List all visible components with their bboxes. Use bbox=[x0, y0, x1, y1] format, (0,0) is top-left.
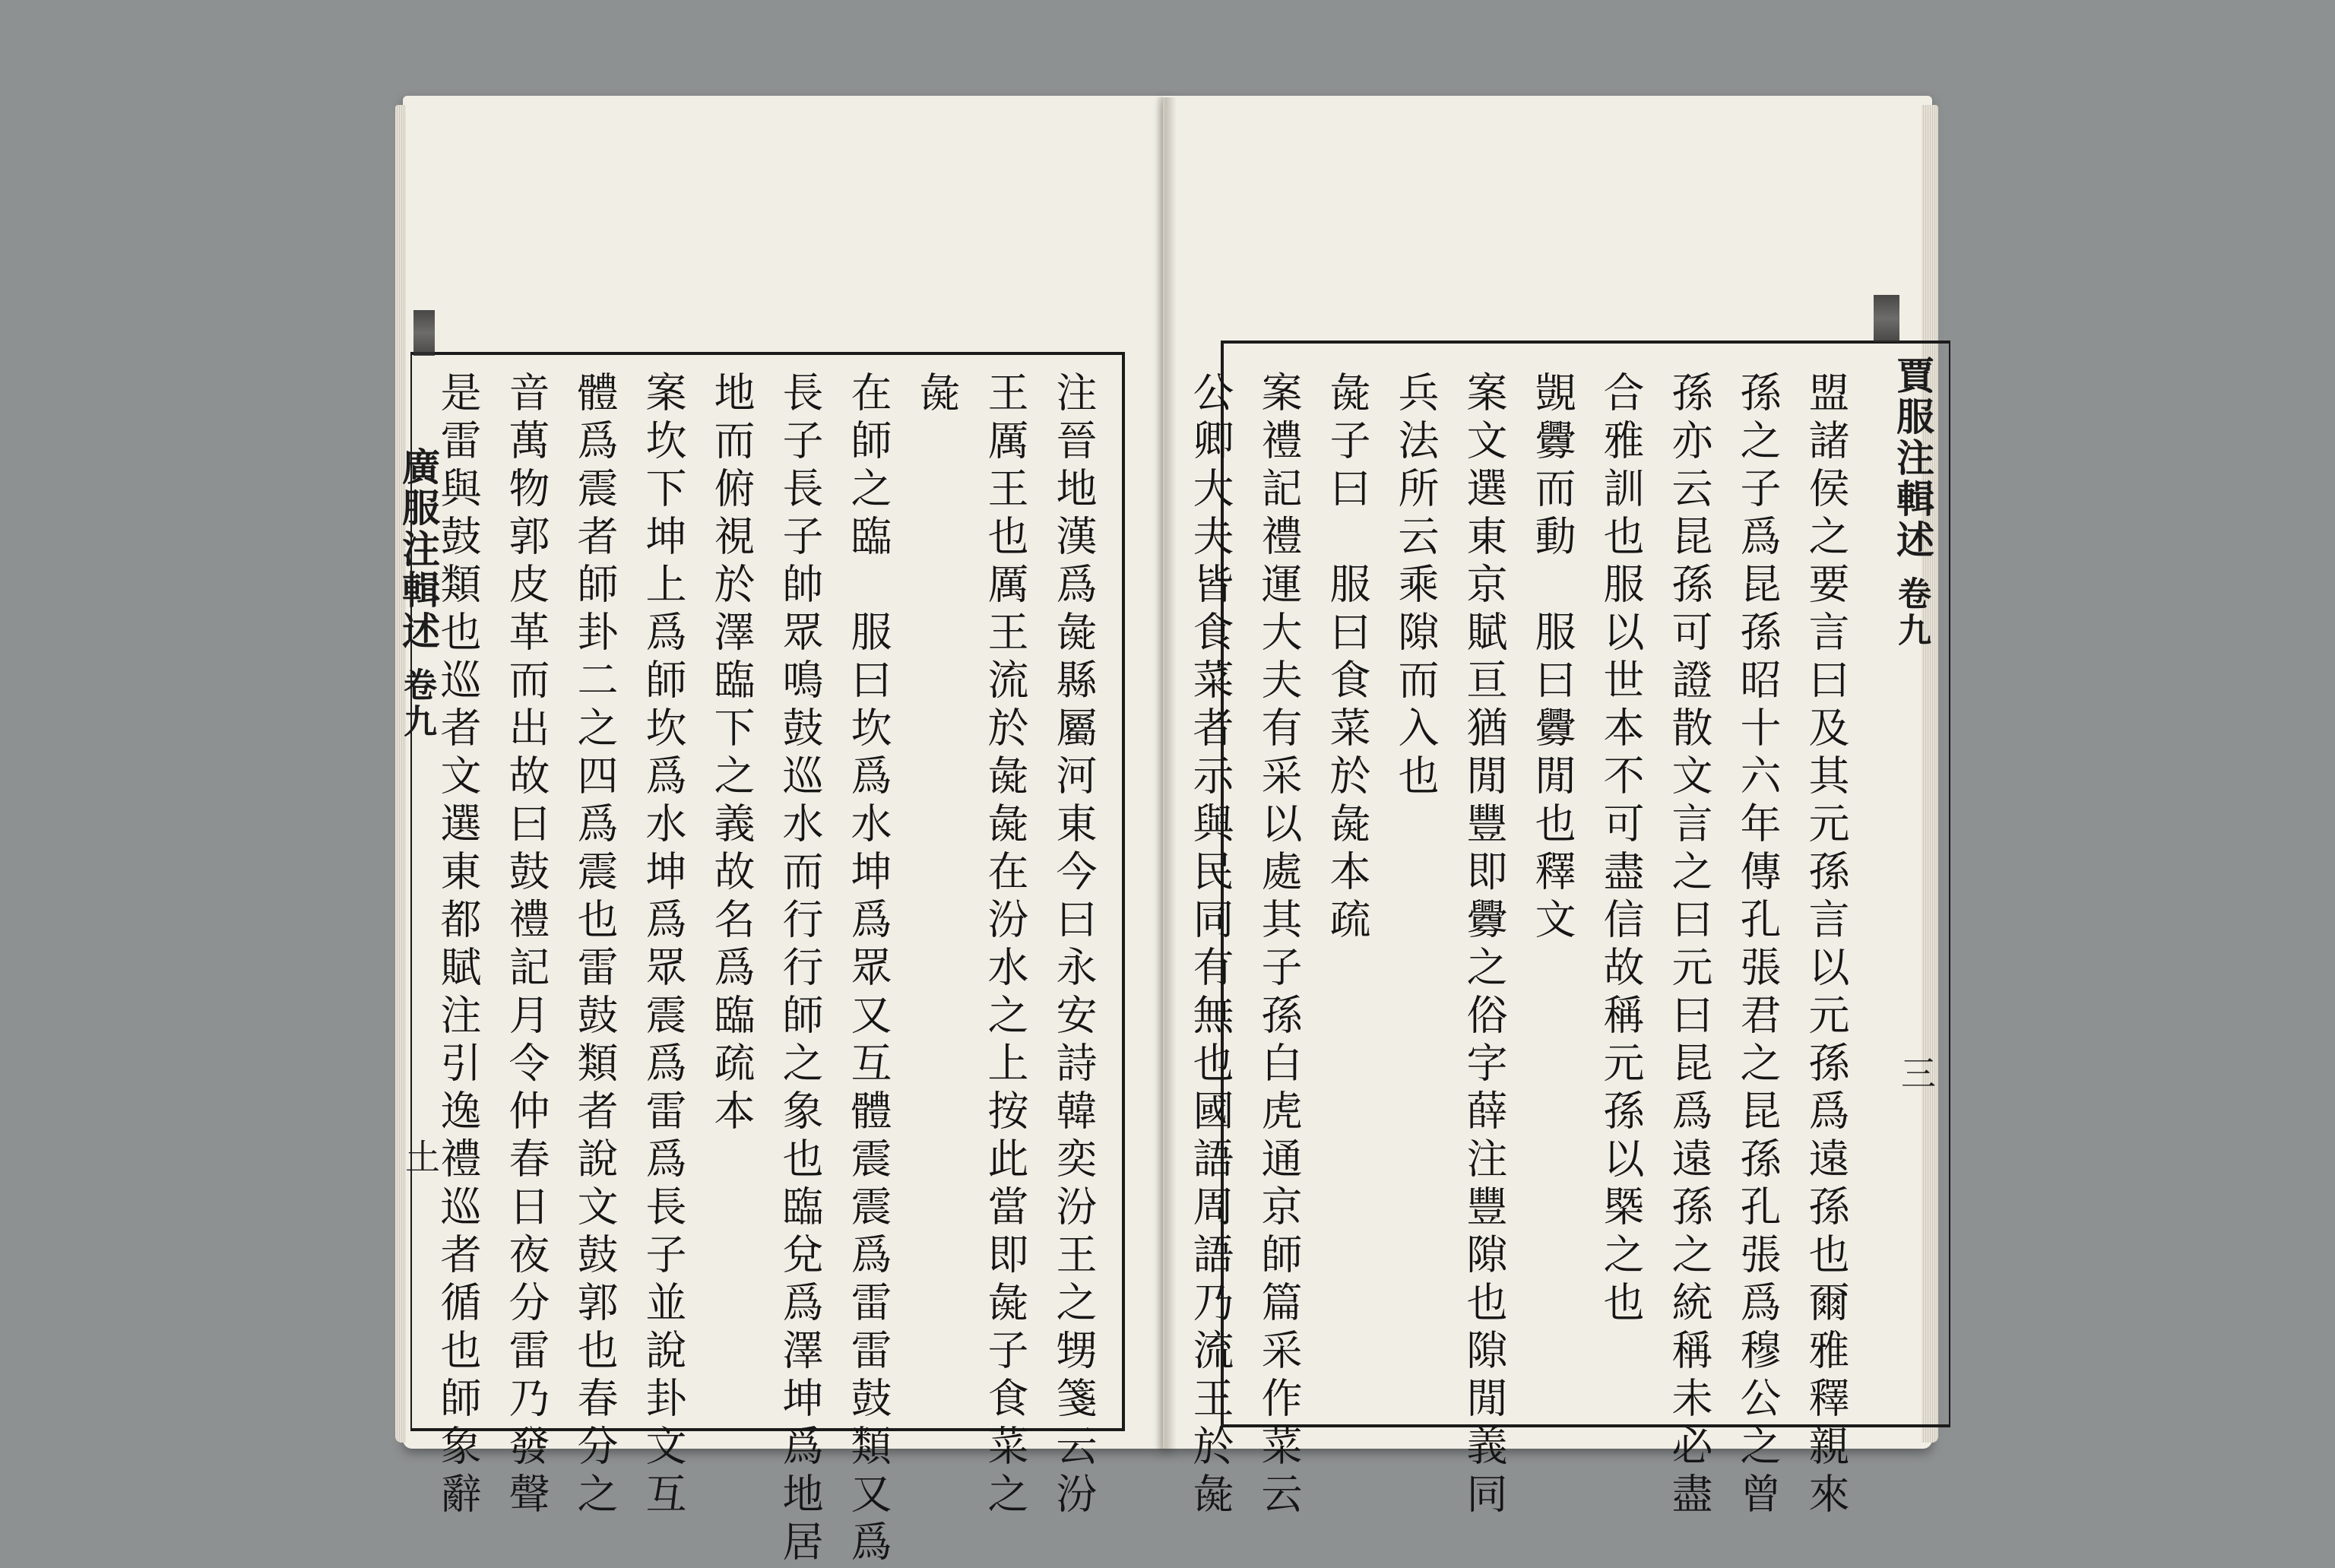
right-column-9: 案禮記禮運大夫有采以處其子孫白虎通京師篇采作菜云 bbox=[1255, 371, 1303, 1520]
book-gutter bbox=[1155, 97, 1177, 1449]
right-page-volume: 卷九 bbox=[1892, 576, 1931, 649]
left-column-4: 在師之臨 服曰坎爲水坤爲眾又互體震震爲雷雷鼓類又爲 bbox=[844, 371, 892, 1568]
right-page-folio: 三 bbox=[1896, 1055, 1937, 1090]
right-column-7: 兵法所云乘隙而入也 bbox=[1392, 371, 1440, 802]
left-page-volume: 卷九 bbox=[398, 667, 436, 740]
left-page-folio: 土 bbox=[400, 1139, 441, 1174]
right-page-header: 賈服注輯述 bbox=[1890, 356, 1935, 561]
right-column-10: 公卿大夫皆食菜者示與民同有無也國語周語乃流王於彘 bbox=[1187, 371, 1234, 1520]
left-column-10: 是雷與鼓類也巡者文選東都賦注引逸禮巡者循也師象辭 bbox=[434, 371, 482, 1520]
left-column-8: 體爲震者師卦二之四爲震也雷鼓類者說文鼓郭也春分之 bbox=[571, 371, 619, 1520]
right-column-5: 覬釁而動 服曰釁閒也釋文 bbox=[1529, 371, 1576, 946]
right-column-8: 彘子曰 服曰食菜於彘本疏 bbox=[1323, 371, 1371, 946]
right-column-4: 合雅訓也服以世本不可盡信故稱元孫以槩之也 bbox=[1597, 371, 1645, 1329]
left-column-3: 彘 bbox=[913, 371, 961, 419]
left-column-6: 地而俯視於澤臨下之義故名爲臨疏本 bbox=[708, 371, 756, 1137]
right-column-6: 案文選東京賦亘猶閒豐即釁之俗字薛注豐隙也隙閒義同 bbox=[1460, 371, 1508, 1520]
left-page-edges bbox=[395, 105, 406, 1443]
left-column-9: 音萬物郭皮革而出故曰鼓禮記月令仲春日夜分雷乃發聲 bbox=[502, 371, 550, 1520]
left-column-7: 案坎下坤上爲師坎爲水坤爲眾震爲雷爲長子並說卦文互 bbox=[639, 371, 687, 1520]
left-fishtail-ornament bbox=[413, 310, 435, 356]
left-column-2: 王厲王也厲王流於彘彘在汾水之上按此當即彘子食菜之 bbox=[981, 371, 1029, 1520]
right-fishtail-ornament bbox=[1874, 295, 1899, 342]
right-column-1: 盟諸侯之要言曰及其元孫言以元孫爲遠孫也爾雅釋親來 bbox=[1802, 371, 1850, 1520]
open-book bbox=[395, 90, 1938, 1568]
left-page-header: 廣服注輯述 bbox=[396, 447, 441, 652]
left-column-1: 注晉地漢爲彘縣屬河東今曰永安詩韓奕汾王之甥箋云汾 bbox=[1050, 371, 1098, 1520]
right-column-3: 孫亦云昆孫可證散文言之曰元曰昆爲遠孫之統稱未必盡 bbox=[1665, 371, 1713, 1520]
left-column-5: 長子長子帥眾鳴鼓巡水而行行師之象也臨兌爲澤坤爲地居 bbox=[776, 371, 824, 1568]
right-column-2: 孫之子爲昆孫昭十六年傳孔張君之昆孫孔張爲穆公之曾 bbox=[1734, 371, 1782, 1520]
